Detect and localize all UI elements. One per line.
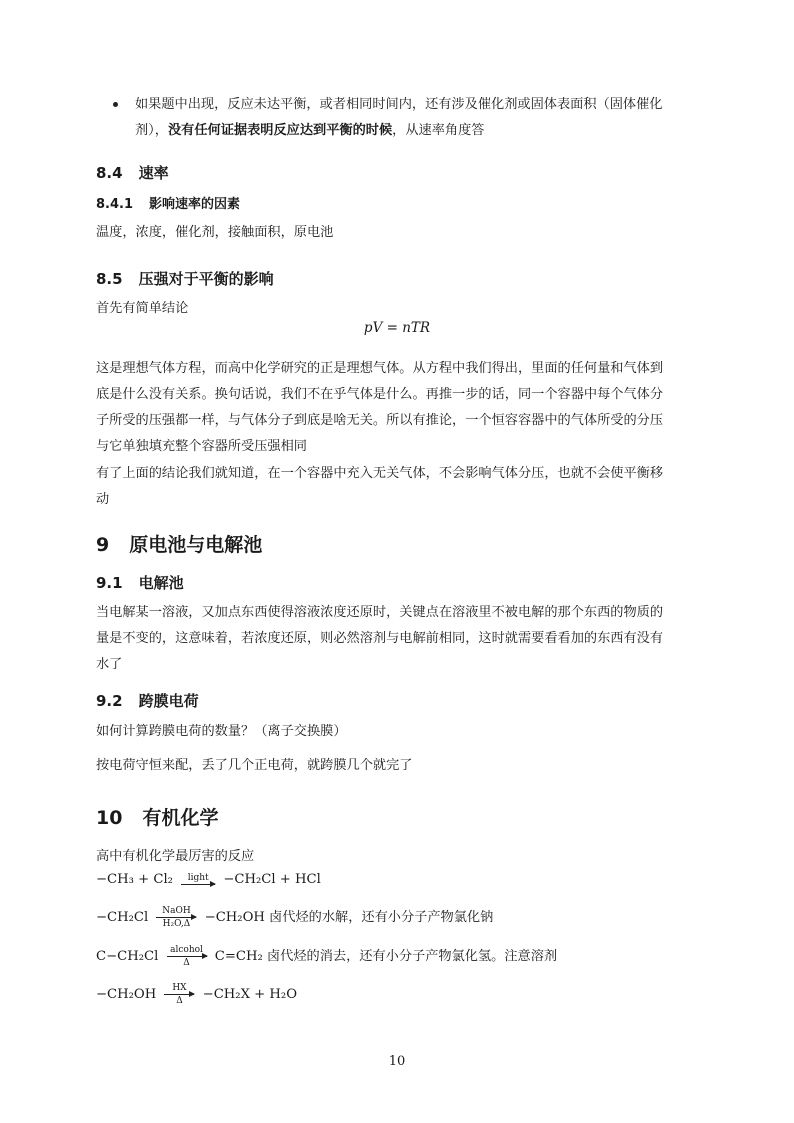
paragraph-organic-intro: 高中有机化学最厉害的反应 (96, 849, 255, 864)
text-line: 子所受的压强都一样，与气体分子到底是啥无关。所以有推论，一个恒容容器中的气体所受的分压 (96, 413, 664, 428)
arrow-condition-above: alcohol (170, 945, 203, 955)
paragraph-conclusion (96, 461, 700, 513)
section-number: 9.2 (96, 692, 123, 710)
chapter-title: 原电池与电解池 (129, 534, 263, 556)
text-line: 有了上面的结论我们就知道，在一个容器中充入无关气体，不会影响气体分压，也就不会使平衡移 (96, 466, 664, 481)
section-number: 9.1 (96, 574, 123, 592)
text-line: 这是理想气体方程，而高中化学研究的正是理想气体。从方程中我们得出，里面的任何量和气体到 (96, 361, 664, 376)
ideal-gas-formula: pV = nTR (363, 320, 431, 336)
page-number: 10 (388, 1054, 406, 1069)
bullet-line2-end: ，从速率角度答 (392, 123, 485, 138)
reaction-hydrolysis (96, 906, 493, 929)
reaction-note: 卤代烃的消去，还有小分子产物氯化氢。注意溶剂 (266, 949, 558, 964)
section-title: 电解池 (138, 574, 184, 592)
reaction-lhs: −CH₂Cl (96, 910, 149, 925)
section-number: 8.5 (96, 270, 123, 288)
arrow-shaft (164, 994, 194, 995)
text-line: 水了 (96, 657, 123, 672)
reaction-rhs: −CH₂Cl + HCl (223, 872, 321, 887)
text-line: 当电解某一溶液，又加点东西使得溶液浓度还原时，关键点在溶液里不被电解的那个东西的物质的 (96, 605, 664, 620)
section-heading-8-5 (96, 268, 274, 289)
paragraph-ideal-gas (96, 356, 700, 460)
section-heading-9-1 (96, 572, 184, 593)
section-title: 压强对于平衡的影响 (138, 270, 274, 288)
arrow-condition-below: Δ (176, 996, 183, 1006)
paragraph-intro: 首先有简单结论 (96, 301, 189, 316)
subsection-title: 影响速率的因素 (149, 197, 241, 212)
section-heading-8-4 (96, 162, 169, 183)
text-line: 与它单独填充整个容器所受压强相同 (96, 439, 307, 454)
reaction-rhs: −CH₂X + H₂O (202, 987, 298, 1002)
reaction-substitution (96, 983, 297, 1006)
arrow-condition-above: HX (172, 983, 187, 993)
chapter-title: 有机化学 (142, 807, 219, 829)
bullet-line2-bold: 没有任何证据表明反应达到平衡的时候 (167, 123, 393, 138)
chapter-number: 9 (96, 534, 110, 556)
reaction-lhs: −CH₂OH (96, 987, 157, 1002)
arrow-condition-above: NaOH (162, 906, 191, 916)
reaction-arrow (167, 945, 207, 968)
bullet-text (135, 92, 715, 144)
arrow-condition-below: H₂O,Δ (162, 919, 191, 929)
bullet-line2-start: 剂）， (135, 123, 168, 138)
arrow-shaft (181, 884, 215, 885)
reaction-rhs: −CH₂OH (204, 910, 265, 925)
text-line: 底是什么没有关系。换句话说，我们不在乎气体是什么。再推一步的话，同一个容器中每个气体分 (96, 387, 664, 402)
arrow-shaft (167, 956, 207, 957)
paragraph-electrolysis (96, 600, 700, 678)
section-title: 跨膜电荷 (138, 692, 199, 710)
reaction-elimination (96, 945, 557, 968)
arrow-condition-below: Δ (183, 958, 190, 968)
chapter-heading-10 (96, 803, 218, 830)
chapter-number: 10 (96, 807, 123, 829)
text-line: 量是不变的，这意味着，若浓度还原，则必然溶剂与电解前相同，这时就需要看看加的东西有没有 (96, 631, 664, 646)
subsection-number: 8.4.1 (96, 197, 134, 212)
paragraph-answer: 按电荷守恒来配，丢了几个正电荷，就跨膜几个就完了 (96, 758, 413, 773)
paragraph-question: 如何计算跨膜电荷的数量？（离子交换膜） (96, 724, 347, 739)
paragraph-rate-factors: 温度，浓度，催化剂，接触面积，原电池 (96, 225, 334, 240)
arrow-shaft (156, 917, 196, 918)
bullet-line1: 如果题中出现，反应未达平衡，或者相同时间内，还有涉及催化剂或固体表面积（固体催化 (135, 97, 663, 112)
chapter-heading-9 (96, 530, 262, 557)
text-line: 动 (96, 492, 110, 507)
bullet-dot (113, 102, 118, 107)
subsection-heading-8-4-1 (96, 193, 240, 212)
reaction-lhs: C−CH₂Cl (96, 949, 159, 964)
reaction-arrow (181, 873, 215, 886)
section-heading-9-2 (96, 690, 199, 711)
reaction-arrow (164, 983, 194, 1006)
arrow-condition-above: light (187, 873, 209, 883)
section-number: 8.4 (96, 164, 123, 182)
reaction-arrow (156, 906, 196, 929)
reaction-lhs: −CH₃ + Cl₂ (96, 872, 173, 887)
reaction-note: 卤代烃的水解，还有小分子产物氯化钠 (269, 910, 494, 925)
reaction-chlorination (96, 872, 321, 887)
section-title: 速率 (138, 164, 169, 182)
reaction-rhs: C=CH₂ (214, 949, 263, 964)
